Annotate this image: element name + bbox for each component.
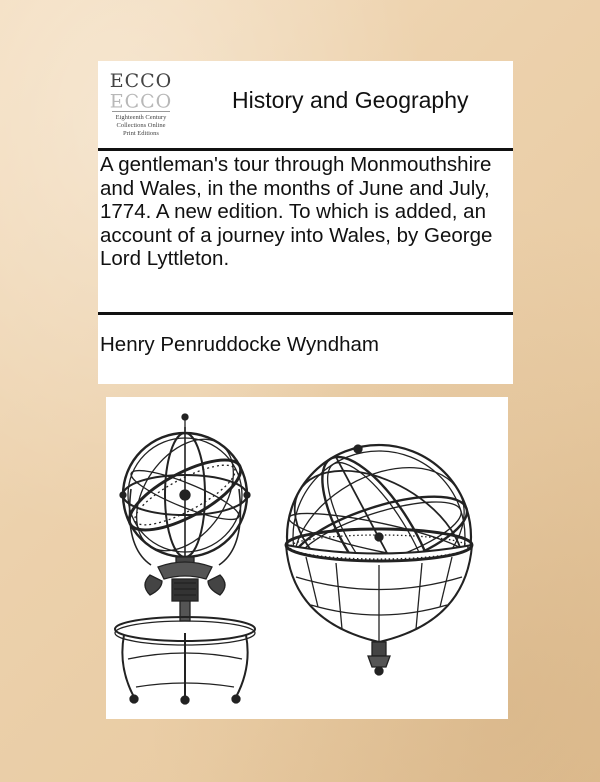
- logo-divider: [112, 111, 170, 112]
- bottom-rule: [98, 312, 513, 315]
- ecco-logo: [108, 69, 174, 145]
- logo-caption-2: Collections Online: [116, 122, 166, 129]
- logo-caption-1: Eighteenth Century: [115, 114, 167, 121]
- armillary-spheres-illustration: [106, 397, 508, 719]
- category-label: History and Geography: [232, 87, 469, 113]
- book-author: Henry Penruddocke Wyndham: [100, 333, 379, 356]
- cover-label-panel: [98, 61, 513, 384]
- armillary-sphere-right-icon: [269, 439, 488, 675]
- logo-caption-3: Print Editions: [123, 130, 159, 137]
- book-title: A gentleman's tour through Monmouthshire and Wales, in the months of June and July, 1774. A new edition. To which is added, an account of a journey into Wales, by George Lord Lyttleton.: [100, 153, 493, 271]
- ecco-logo-mirror: ECCO: [109, 89, 173, 111]
- ecco-logo-mark: ECCO: [109, 70, 173, 92]
- armillary-sphere-left-icon: [115, 414, 255, 704]
- illustration-plate: [106, 397, 508, 719]
- top-rule: [98, 148, 513, 151]
